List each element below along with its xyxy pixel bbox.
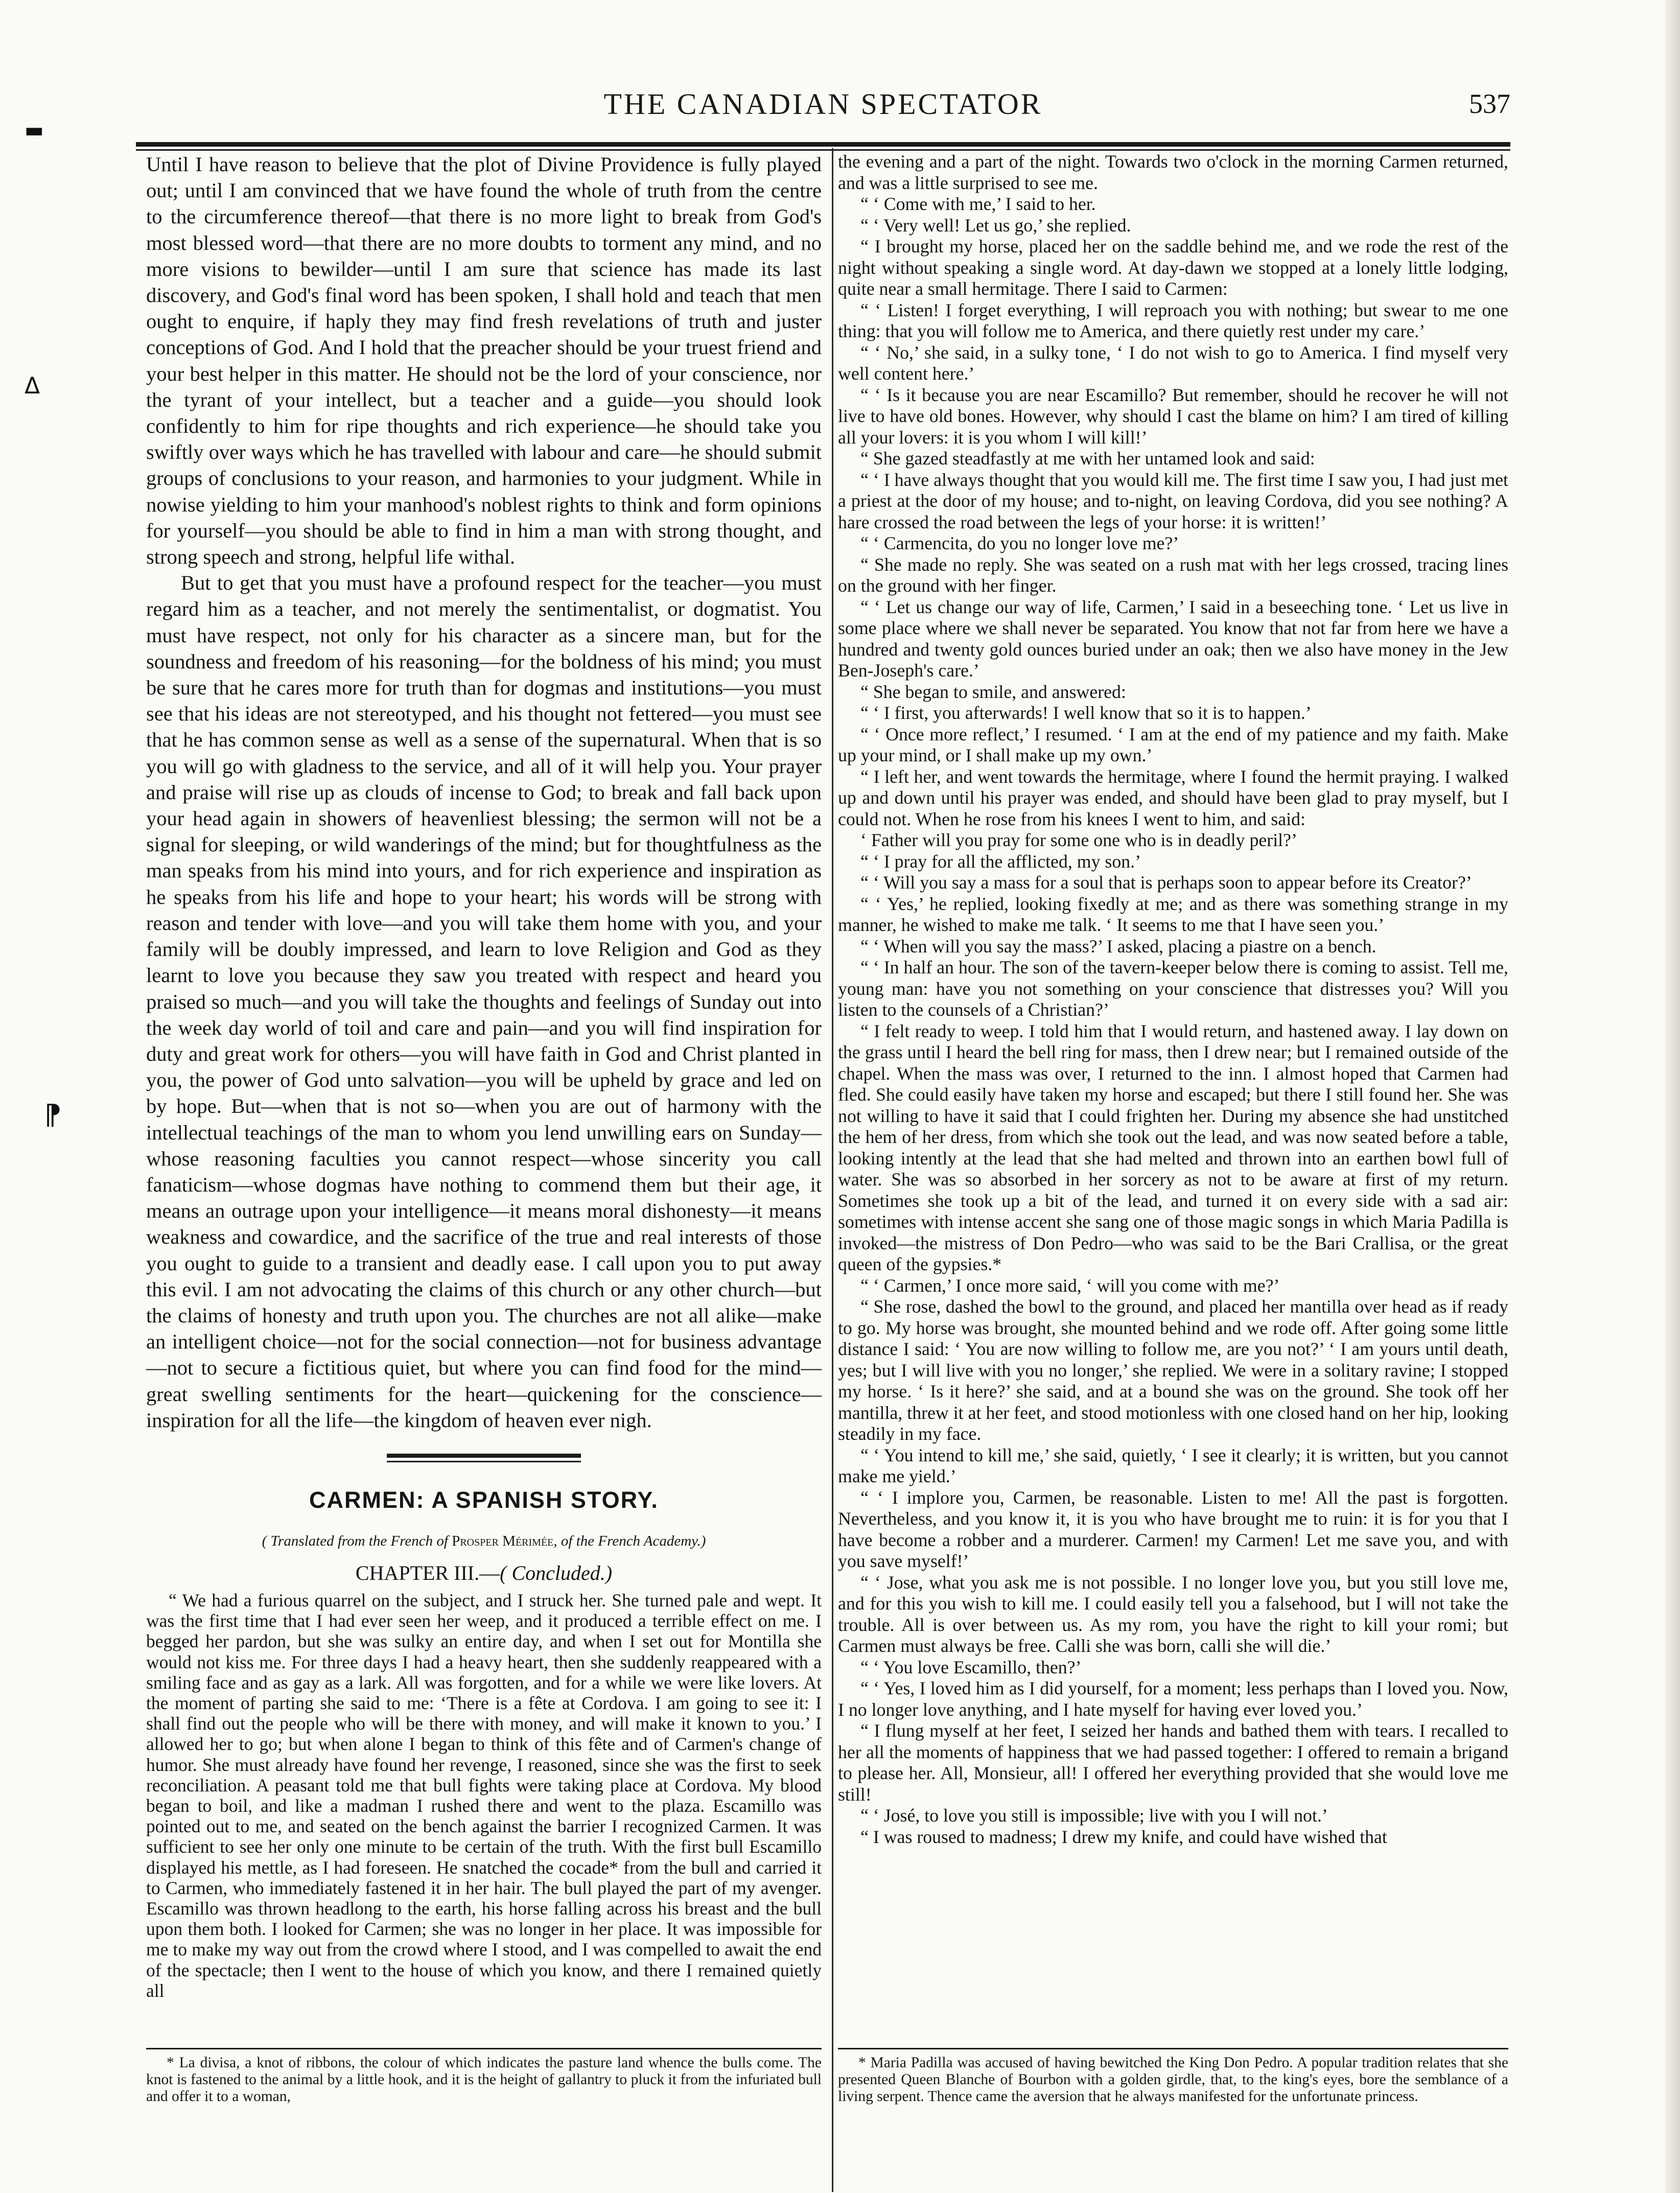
masthead: THE CANADIAN SPECTATOR bbox=[603, 87, 1043, 121]
story-title: CARMEN: A SPANISH STORY. bbox=[309, 1486, 659, 1513]
story-paragraph: “ ‘ Listen! I forget everything, I will reproach you with nothing; but swear to me one thing: that you will follow me to America, and there quietly rest under my care.’ bbox=[838, 299, 1508, 341]
story-paragraph: “ She made no reply. She was seated on a rush mat with her legs crossed, tracing lines on the ground with her finger. bbox=[838, 554, 1508, 596]
story-paragraph: “ ‘ Is it because you are near Escamillo? But remember, should he recover he will not live to have old bones. However, why should I cast the blame on him? I am tired of killing all your lovers: it is you whom I will kill!’ bbox=[838, 384, 1508, 448]
footnote-text: * La divisa, a knot of ribbons, the colour of which indicates the pasture land whence the bulls come. The knot is fastened to the animal by a little hook, and it is the height of gallantry to pluck it from the infuriated bull and offer it to a woman, bbox=[146, 2055, 822, 2105]
story-paragraph: “ ‘ I implore you, Carmen, be reasonable. Listen to me! All the past is forgotten. Nevertheless, and you know it, it is you who have brought me to ruin: it is for you that I have become a robber and a murderer. Carmen! my Carmen! Let me save you, and with you save myself!’ bbox=[838, 1487, 1508, 1571]
chapter-label: CHAPTER III.— bbox=[355, 1561, 500, 1584]
story-paragraph: “ I flung myself at her feet, I seized her hands and bathed them with tears. I recalled to her all the moments of happiness that we had passed together: I offered to remain a brigand to please her. All, Monsieur, all! I offered her everything provided that she would love me still! bbox=[838, 1720, 1508, 1805]
story-paragraph: “ ‘ Yes,’ he replied, looking fixedly at me; and as there was something strange in my manner, he wished to make me talk. ‘ It seems to me that I have seen you.’ bbox=[838, 893, 1508, 935]
right-column bbox=[838, 151, 1508, 1848]
story-paragraph: “ ‘ You intend to kill me,’ she said, quietly, ‘ I see it clearly; it is written, but you cannot make me yield.’ bbox=[838, 1444, 1508, 1486]
chapter-heading bbox=[146, 1561, 822, 1585]
story-paragraph: “ ‘ Yes, I loved him as I did yourself, for a moment; less perhaps than I loved you. Now, I no longer love anything, and I hate myself for having ever loved you.’ bbox=[838, 1678, 1508, 1720]
footnote-text: * Maria Padilla was accused of having bewitched the King Don Pedro. A popular tradition relates that she presented Queen Blanche of Bourbon with a golden girdle, that, to the king's eyes, bore the semblance of a living serpent. Thence came the aversion that he always manifested for the unfortunate princess. bbox=[838, 2055, 1508, 2105]
footnote-right bbox=[838, 2048, 1508, 2105]
margin-mark-middle: ᐃ bbox=[25, 373, 40, 399]
section-separator-thin bbox=[387, 1461, 581, 1462]
story-paragraph: “ I felt ready to weep. I told him that I would return, and hastened away. I lay down on the grass until I heard the bell ring for mass, then I drew near; but I remained outside of the chapel. When the mass was over, I returned to the inn. I almost hoped that Carmen had fled. She could easily have taken my horse and escaped; but there I still found her. She was not willing to have it said that I could frighten her. During my absence she had unstitched the hem of her dress, from which she took out the lead, and was now seated before a table, looking intently at the lead that she had melted and thrown into an earthen bowl full of water. She was so absorbed in her sorcery as not to be aware at first of my return. Sometimes she took up a bit of the lead, and turned it on every side with a sad air: sometimes with intense accent she sang one of those magic songs in which Maria Padilla is invoked—the mistress of Don Pedro—who was said to be the Bari Crallisa, or the great queen of the gypsies.* bbox=[838, 1020, 1508, 1274]
story-paragraph: “ ‘ Will you say a mass for a soul that is perhaps soon to appear before its Creator?’ bbox=[860, 872, 1472, 893]
footnote-rule bbox=[146, 2048, 822, 2049]
essay-section bbox=[146, 151, 822, 1433]
author-name: Prosper Mérimée bbox=[452, 1532, 554, 1549]
story-paragraph: “ ‘ Carmen,’ I once more said, ‘ will you come with me?’ bbox=[860, 1275, 1280, 1296]
story-paragraph: “ ‘ I have always thought that you would kill me. The first time I saw you, I had just met a priest at the door of my house; and to-night, on leaving Cordova, did you see nothing? A hare crossed the road between the legs of your horse: it is written!’ bbox=[838, 469, 1508, 532]
story-paragraph: “ ‘ Once more reflect,’ I resumed. ‘ I am at the end of my patience and my faith. Make up your mind, or I shall make up my own.’ bbox=[838, 724, 1508, 765]
story-paragraph: “ I brought my horse, placed her on the saddle behind me, and we rode the rest of the night without speaking a single word. At day-dawn we stopped at a lonely little lodging, quite near a small hermitage. There I said to Carmen: bbox=[838, 236, 1508, 299]
story-right bbox=[838, 151, 1508, 1848]
story-paragraph: “ She gazed steadfastly at me with her untamed look and said: bbox=[860, 448, 1315, 469]
header-rule-thin bbox=[136, 149, 1510, 151]
page-header bbox=[136, 86, 1510, 132]
story-paragraph: “ ‘ José, to love you still is impossible; live with you I will not.’ bbox=[860, 1805, 1328, 1826]
translation-credit bbox=[146, 1533, 822, 1550]
left-column bbox=[146, 151, 822, 2001]
column-divider bbox=[832, 148, 833, 2192]
footnote-left bbox=[146, 2048, 822, 2105]
story-paragraph: “ ‘ Jose, what you ask me is not possible. I no longer love you, but you still love me, and for this you wish to kill me. I could easily tell you a falsehood, but I will not take the trouble. All is over between us. As my rom, you have the right to kill your romi; but Carmen must always be free. Calli she was born, calli she will die.’ bbox=[838, 1572, 1508, 1656]
translation-suffix: , of the French Academy.) bbox=[553, 1532, 706, 1549]
story-paragraph: “ We had a furious quarrel on the subject, and I struck her. She turned pale and wept. It was the first time that I had ever seen her weep, and it produced a terrible effect on me. I begged her pardon, but she was sulky an entire day, and when I set out for Montilla she would not kiss me. For three days I had a heavy heart, then she suddenly reappeared with a smiling face and as gay as a lark. All was forgotten, and for a while we were like lovers. At the moment of parting she said to me: ‘There is a fête at Cordova. I am going to see it: I shall find out the people who will be there with money, and will make it known to you.’ I allowed her to go; but when alone I began to think of this fête and of Carmen's change of humor. She must already have found her revenge, I reasoned, since she was the first to seek reconciliation. A peasant told me that bull fights were taking place at Cordova. My blood began to boil, and like a madman I rushed there and went to the plaza. Escamillo was pointed out to me, and seated on the bench against the barrier I recognized Carmen. It was sufficient to see her only one minute to be certain of the truth. With the first bull Escamillo displayed his mettle, as I had foreseen. He snatched the cocade* from the bull and carried it to Carmen, who immediately fastened it in her hair. The bull played the part of my avenger. Escamillo was thrown headlong to the earth, his horse falling across his breast and the bull upon them both. I looked for Carmen; she was no longer in her place. It was impossible for me to make my way out from the crowd where I stood, and I was compelled to await the end of the spectacle; then I went to the house of which you know, and there I remained quietly all bbox=[146, 1590, 822, 2001]
margin-mark-top: ▬ bbox=[25, 119, 44, 142]
page-number: 537 bbox=[1469, 88, 1510, 119]
chapter-note: ( Concluded.) bbox=[500, 1561, 613, 1584]
essay-paragraph: Until I have reason to believe that the plot of Divine Providence is fully played out; until I am convinced that we have found the whole of truth from the centre to the circumference thereof—that there is no more light to break from God's most blessed word—that there are no more doubts to torment any mind, and no more visions to bewilder—until I am sure that science has made its last discovery, and God's final word has been spoken, I shall hold and teach that men ought to enquire, if haply they may find fresh revelations of truth and juster conceptions of God. And I hold that the preacher should be your truest friend and your best helper in this matter. He should not be the lord of your conscience, nor the tyrant of your intellect, but a teacher and a guide—you should look confidently to him for ripe thoughts and rich experience—he should take you swiftly over ways which he has travelled with labour and care—he should submit groups of conclusions to your reason, and harmonies to your judgment. While in nowise yielding to him your manhood's noblest rights to think and form opinions for yourself—you should be able to find in him a man with strong thought, and strong speech and strong, helpful life withal. bbox=[146, 153, 822, 569]
story-paragraph: “ I was roused to madness; I drew my knife, and could have wished that bbox=[860, 1826, 1387, 1847]
story-paragraph: “ ‘ I first, you afterwards! I well know that so it is to happen.’ bbox=[860, 703, 1312, 723]
story-paragraph: “ ‘ You love Escamillo, then?’ bbox=[860, 1657, 1082, 1677]
section-separator-thick bbox=[387, 1454, 581, 1458]
story-paragraph: the evening and a part of the night. Towards two o'clock in the morning Carmen returned, and was a little surprised to see me. bbox=[838, 151, 1508, 193]
story-paragraph: ‘ Father will you pray for some one who is in deadly peril?’ bbox=[860, 830, 1297, 850]
story-paragraph: “ She rose, dashed the bowl to the ground, and placed her mantilla over head as if ready to go. My horse was brought, she mounted behind and we rode off. After going some little distance I said: ‘ You are now willing to follow me, are you not?’ ‘ I am yours until death, yes; but I will live with you no longer,’ she replied. We were in a solitary ravine; I stopped my horse. ‘ Is it here?’ she said, and at a bound she was on the ground. She took off her mantilla, threw it at her feet, and stood motionless with one closed hand on her hip, looking steadily in my face. bbox=[838, 1296, 1508, 1444]
story-paragraph: “ ‘ Very well! Let us go,’ she replied. bbox=[860, 215, 1131, 236]
story-left bbox=[146, 1590, 822, 2001]
story-paragraph: “ ‘ Let us change our way of life, Carmen,’ I said in a beseeching tone. ‘ Let us live in some place where we shall never be separated. You know that not far from here we have a hundred and twenty gold ounces buried under an oak; then we also have money in the Jew Ben-Joseph's care.’ bbox=[838, 596, 1508, 681]
story-paragraph: “ I left her, and went towards the hermitage, where I found the hermit praying. I walked up and down until his prayer was ended, and should have been glad to pray myself, but I could not. When he rose from his knees I went to him, and said: bbox=[838, 766, 1508, 829]
footnote-rule bbox=[838, 2048, 1508, 2049]
story-paragraph: “ ‘ I pray for all the afflicted, my son.’ bbox=[860, 851, 1141, 872]
essay-paragraph: But to get that you must have a profound respect for the teacher—you must regard him as a teacher, and not merely the sentimentalist, or dogmatist. You must have respect, not only for his character as a sincere man, but for the soundness and freedom of his reasoning—for the boldness of his mind; you must be sure that he cares more for truth than for dogmas and institutions—you must see that his ideas are not stereotyped, and his thought not fettered—you must see that he has common sense as well as a sense of the supernatural. When that is so you will go with gladness to the service, and all of it will help you. Your prayer and praise will rise up as clouds of incense to God; to break and fall back upon your head again in showers of heavenliest blessing; the sermon will not be a signal for sleeping, or wild wanderings of the mind; but for thoughtfulness as the man speaks from his mind into yours, and for rich experience and inspiration as he speaks from his life and hope to your heart; his words will be strong with reason and tender with love—and you will take them home with you, and your family will be doubly impressed, and learn to love Religion and God as they learnt to love you because they saw you treated with respect and heard you praised so much—and you will take the thoughts and feelings of Sunday out into the week day world of toil and care and pain—and you will find inspiration for duty and great work for others—you will have faith in God and Christ planted in you, the power of God unto salvation—you will be upheld by grace and led on by hope. But—when that is not so—when you are out of harmony with the intellectual teachings of the man to whom you lend unwilling ears on Sunday—whose reasoning faculties you cannot respect—whose sincerity you call fanaticism—whose dogmas have nothing to commend them but their age, it means an outrage upon your intelligence—it means moral dishonesty—it means weakness and cowardice, and the sacrifice of the true and real interests of those you ought to guide to a transient and deadly ease. I call upon you to put away this evil. I am not advocating the claims of this church or any other church—but the claims of honesty and truth upon you. The churches are not all alike—make an intelligent choice—not for the social connection—not for business advantage—not to secure a fictitious quiet, but where you can find food for the mind—great swelling sentiments for the heart—quickening for the conscience—inspiration for all the life—the kingdom of heaven ever nigh. bbox=[146, 571, 822, 1432]
page-edge-shadow bbox=[1665, 0, 1680, 2193]
story-paragraph: “ ‘ Come with me,’ I said to her. bbox=[860, 194, 1096, 214]
story-paragraph: “ ‘ When will you say the mass?’ I asked, placing a piastre on a bench. bbox=[860, 936, 1376, 956]
story-paragraph: “ ‘ No,’ she said, in a sulky tone, ‘ I do not wish to go to America. I find myself very well content here.’ bbox=[838, 342, 1508, 384]
story-paragraph: “ She began to smile, and answered: bbox=[860, 681, 1126, 702]
story-paragraph: “ ‘ In half an hour. The son of the tavern-keeper below there is coming to assist. Tell me, young man: have you not something on your conscience that distresses you? Will you listen to the counsels of a Christian?’ bbox=[838, 957, 1508, 1020]
header-rule-thick bbox=[136, 142, 1510, 147]
translation-prefix: ( Translated from the French of bbox=[262, 1532, 452, 1549]
story-paragraph: “ ‘ Carmencita, do you no longer love me?’ bbox=[860, 533, 1179, 553]
margin-mark-lower: ⁋ bbox=[44, 1099, 62, 1131]
